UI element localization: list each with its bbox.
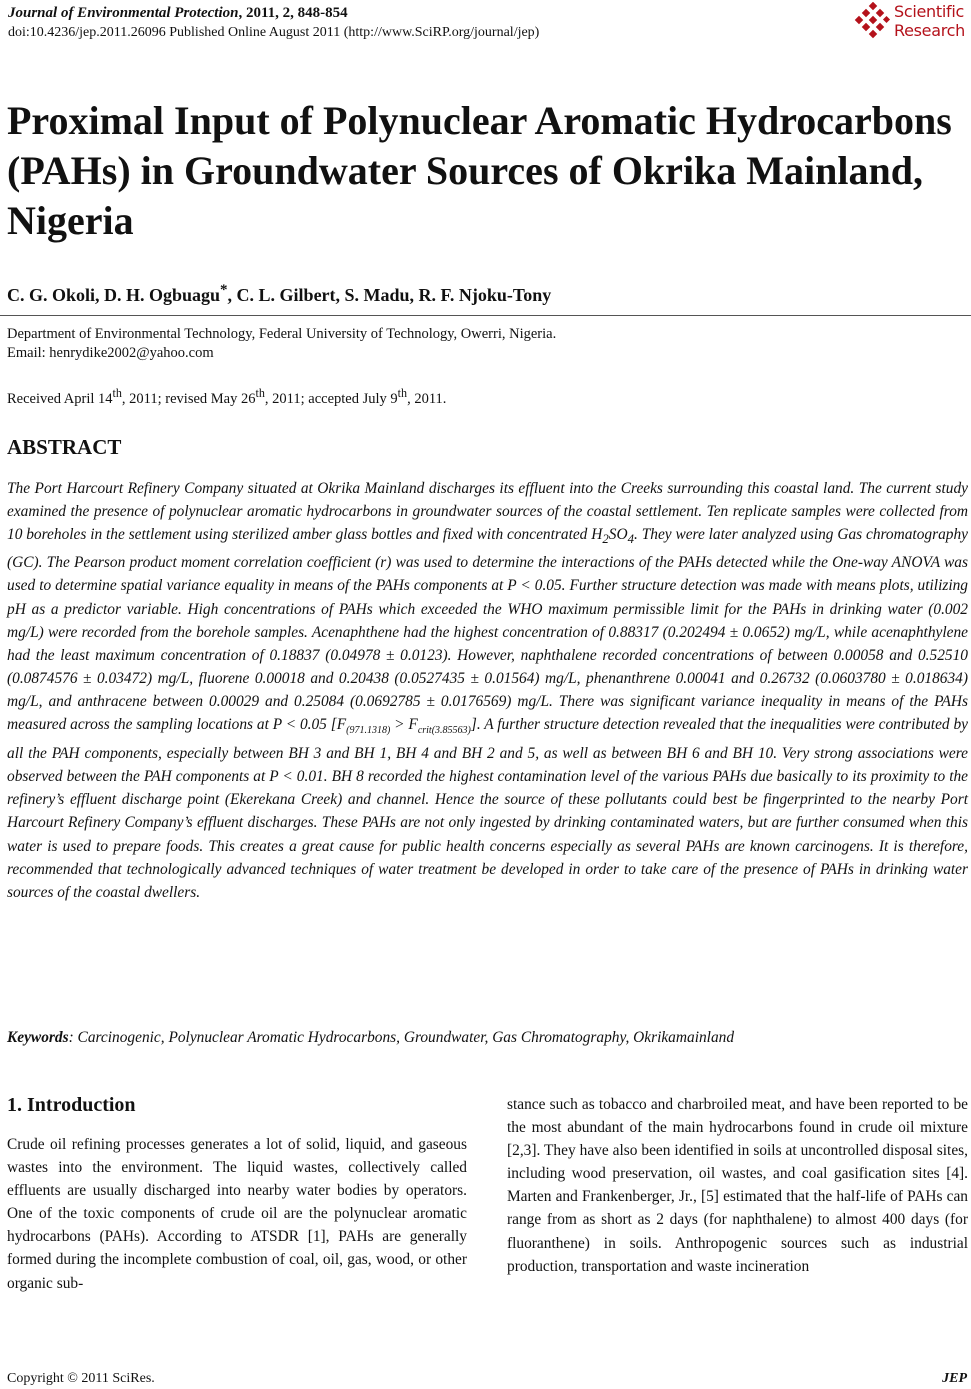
journal-header xyxy=(8,4,348,22)
intro-column-left: Crude oil refining processes generates a lot of solid, liquid, and gaseous wastes into the environment. The liquid wastes, collectively called effluents are usually discharged into nearby water bodies by operators. One of the toxic components of crude oil are the polynuclear aromatic hydrocarbons (PAHs). According to ATSDR [1], PAHs are generally formed during the incomplete combustion of coal, oil, gas, wood, or other organic sub- xyxy=(7,1136,467,1292)
corresponding-star: * xyxy=(220,282,228,298)
keywords-label: Keywords xyxy=(7,1029,69,1046)
footer-copyright: Copyright © 2011 SciRes. xyxy=(7,1371,155,1386)
intro-column-right: stance such as tobacco and charbroiled meat, and have been reported to be the most abundant of the main hydrocarbons found in crude oil mixture [2,3]. They have also been identified in soils at uncontrolled disposal sites, including wood preservation, oil wastes, and coal gasification sites [4]. Marten and Frankenberger, Jr., [5] estimated that the half-life of PAHs can range from as short as 2 days (for naphthalene) to almost 400 days (for fluoranthene) in soils. Anthropogenic sources such as industrial production, transportation and waste incineration xyxy=(507,1096,968,1275)
logo-line-1: Scientific xyxy=(894,2,964,21)
f-subscript: (971.1318) xyxy=(346,725,391,737)
abstract-text-3: ]. A further structure detection revealed that the inequalities were contributed by all the PAH components, especially between BH 3 and BH 1, BH 4 and BH 2 and 5, as well as between BH 6 and BH 10. Very strong associations were observed between the PAH components at P < 0.01. BH 8 recorded the highest contamination level of the various PAHs due basically to its proximity to the refinery’s effluent discharge point (Ekerekana Creek) and channel. Hence the source of these pollutants could best be fingerprinted to the nearby Port Harcourt Refinery Company’s effluent discharges. These PAHs are not only ingested by drinking contaminated waters, but are further consumed when this water is used to prepare foods. This creates a great cause for public health concerns especially as several PAHs are known carcinogens. It is therefore, recommended that technologically advanced techniques of water treatment be developed in order to take care of the presence of PAHs in drinking water sources of the coastal dwellers. xyxy=(7,716,969,901)
publication-dates xyxy=(7,386,446,408)
received-date: Received April 14 xyxy=(7,390,113,407)
doi-line: doi:10.4236/jep.2011.26096 Published Online August 2011 (http://www.SciRP.org/journal/jep) xyxy=(8,25,540,40)
keywords-list: : Carcinogenic, Polynuclear Aromatic Hydrocarbons, Groundwater, Gas Chromatography, Okrikamainland xyxy=(68,1029,735,1046)
section-heading: 1. Introduction xyxy=(7,1094,136,1116)
header-divider xyxy=(0,315,971,316)
abstract-text-1: The Port Harcourt Refinery Company situated at Okrika Mainland discharges its effluent into the Creeks surrounding this coastal land. The current study examined the presence of polynuclear aromatic hydrocarbons in groundwater sources of the coastal settlement. Ten replicate samples were collected from 10 boreholes in the settlement using sterilized amber glass bottles and fixed with concentrated H xyxy=(7,480,968,544)
affiliation: Department of Environmental Technology, Federal University of Technology, Owerri, Nigeria. xyxy=(7,326,557,342)
abstract-comparison: > F xyxy=(390,716,418,734)
abstract-text-2: . They were later analyzed using Gas chromatography (GC). The Pearson product moment correlation coefficient (r) was used to determine the interactions of the PAHs detected while the One-way ANOVA was used to determine spatial variance equality in means of the PAHs components at P < 0.05. Further structure detection was made with means plots, utilizing pH as a predictor variable. High concentrations of PAHs which exceeded the WHO maximum permissible limit for the PAHs in drinking water (0.002 mg/L) were recorded from the borehole samples. Acenaphthene had the highest concentration of 0.88317 (0.202494 ± 0.0652) mg/L, while acenaphthylene had the least maximum concentration of 0.18837 (0.04978 ± 0.0123). However, naphthalene recorded concentrations of between 0.00058 and 0.52510 (0.0874576 ± 0.03472) mg/L, fluorene 0.00018 and 0.20438 (0.0527435 ± 0.01564) mg/L, phenanthrene 0.00041 and 0.26732 (0.0603780 ± 0.018634) mg/L, and anthracene between 0.00029 and 0.25084 (0.0692785 ± 0.0176569) mg/L. There was significant variance inequality in means of the PAHs measured across the sampling locations at P < 0.05 [F xyxy=(7,526,969,734)
keywords xyxy=(7,1029,968,1047)
publisher-logo xyxy=(852,2,970,42)
footer-journal-abbr: JEP xyxy=(942,1371,967,1386)
affiliation-block xyxy=(7,325,556,363)
author-list xyxy=(7,282,551,306)
abstract-body xyxy=(7,477,968,904)
authors-part-2: , C. L. Gilbert, S. Madu, R. F. Njoku-Tony xyxy=(227,285,552,305)
abstract-heading: ABSTRACT xyxy=(7,435,122,459)
dates-tail: , 2011. xyxy=(407,390,447,407)
ordinal-suffix: th xyxy=(397,386,408,400)
revised-date: , 2011; revised May 26 xyxy=(121,390,256,407)
subscript: 2 xyxy=(602,532,609,547)
volume-info: , 2011, 2, 848-854 xyxy=(238,5,348,21)
fcrit-subscript: crit(3.85563) xyxy=(417,725,471,737)
email: Email: henrydike2002@yahoo.com xyxy=(7,345,214,361)
journal-name: Journal of Environmental Protection xyxy=(8,5,239,21)
accepted-date: , 2011; accepted July 9 xyxy=(264,390,398,407)
ordinal-suffix: th xyxy=(112,386,122,400)
subscript: 4 xyxy=(627,532,634,547)
scirp-logo-icon xyxy=(852,2,892,42)
authors-part-1: C. G. Okoli, D. H. Ogbuagu xyxy=(7,285,221,305)
formula-text: SO xyxy=(608,526,628,544)
ordinal-suffix: th xyxy=(255,386,265,400)
paper-title: Proximal Input of Polynuclear Aromatic Hydrocarbons (PAHs) in Groundwater Sources of Okrika Mainland, Nigeria xyxy=(7,98,952,243)
logo-line-2: Research xyxy=(894,21,965,40)
